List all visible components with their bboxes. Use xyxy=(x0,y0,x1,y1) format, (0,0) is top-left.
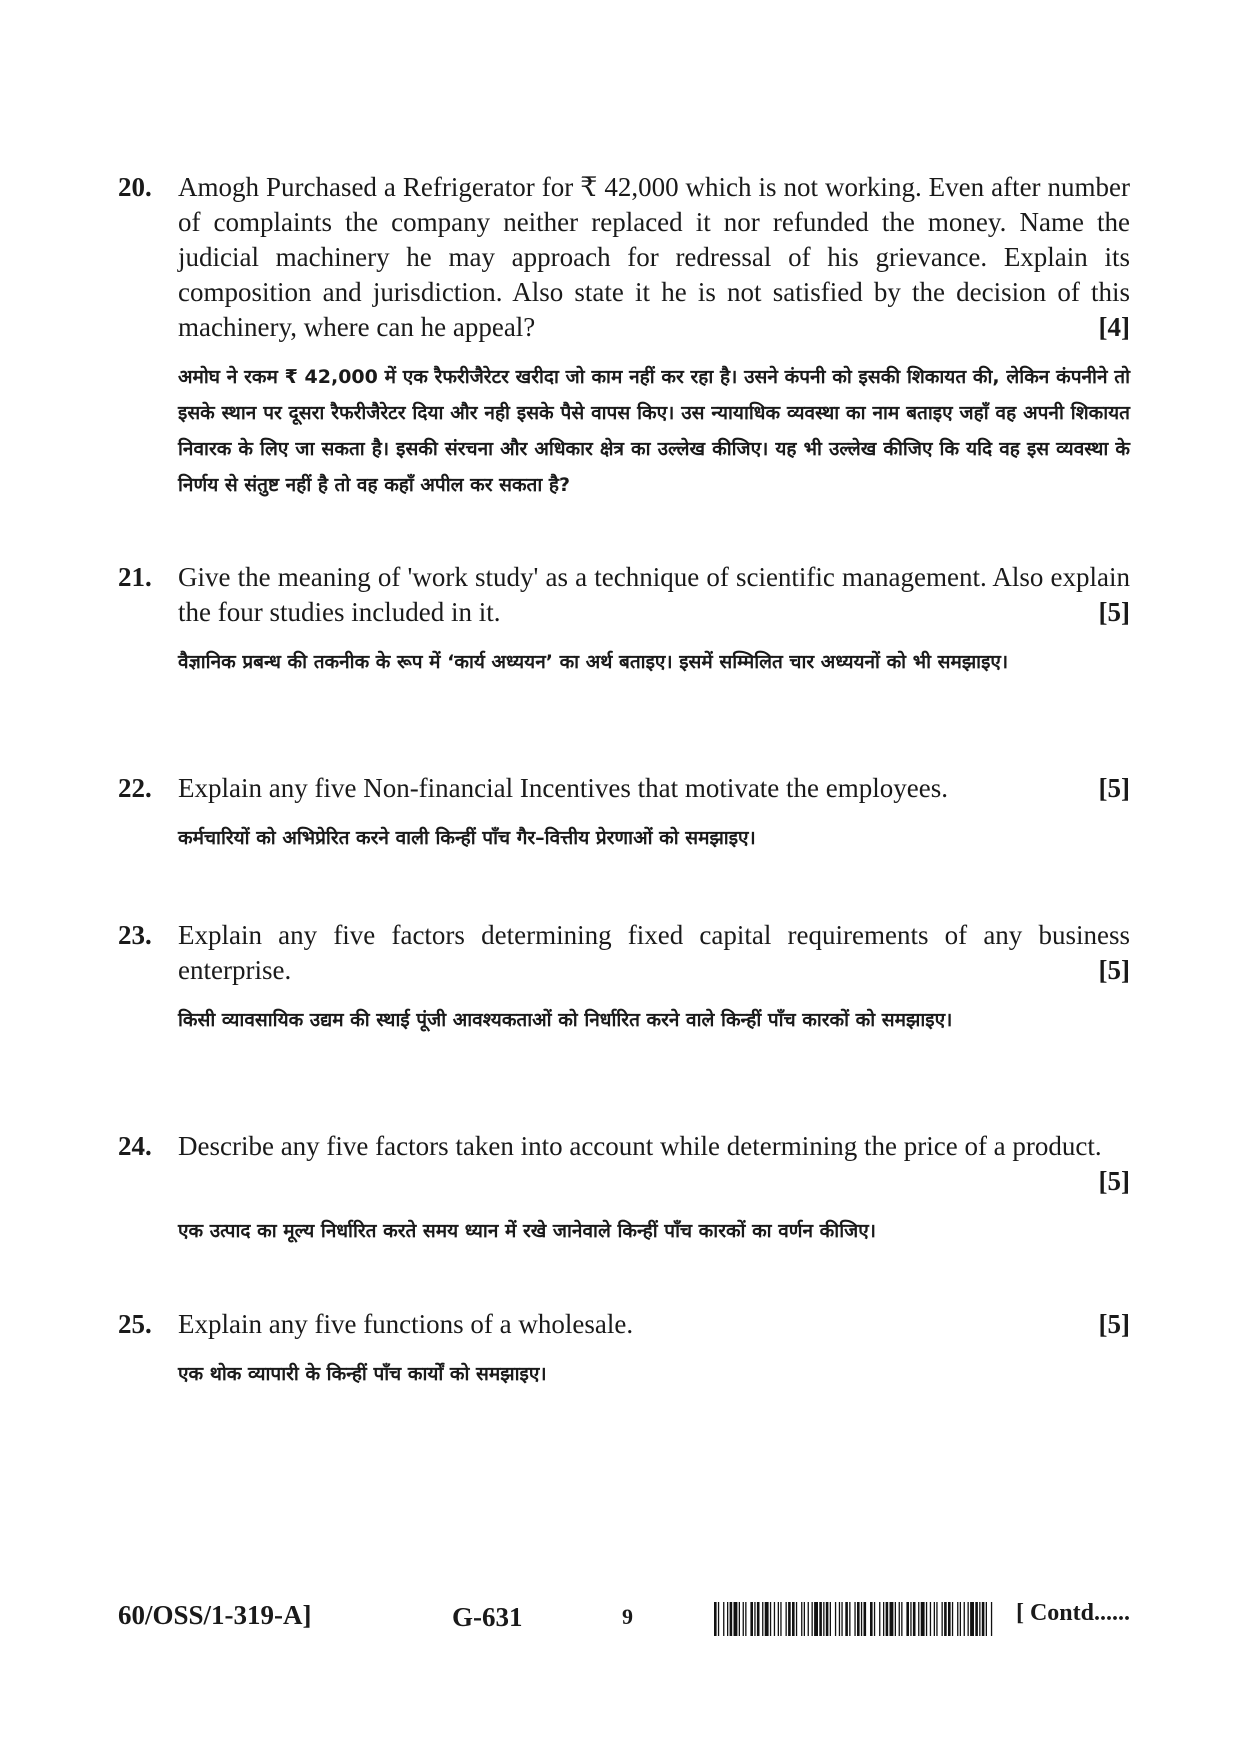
barcode-bar xyxy=(757,1602,760,1636)
question-20 xyxy=(118,170,1130,503)
barcode-bar xyxy=(778,1602,779,1636)
barcode-bar xyxy=(874,1602,875,1636)
barcode-bar xyxy=(934,1602,935,1636)
barcode-bar xyxy=(895,1602,896,1636)
barcode-bar xyxy=(743,1602,744,1636)
barcode-bar xyxy=(861,1602,862,1636)
barcode-bar xyxy=(801,1602,802,1636)
barcode-bar xyxy=(786,1602,787,1636)
barcode-bar xyxy=(845,1602,848,1636)
question-english: Explain any five functions of a wholesale. xyxy=(178,1309,634,1339)
barcode-bar xyxy=(960,1602,961,1636)
barcode-bar xyxy=(906,1602,909,1636)
barcode-bar xyxy=(926,1602,927,1636)
barcode-bar xyxy=(804,1602,805,1636)
series-code: G-631 xyxy=(452,1602,523,1632)
question-english: Give the meaning of 'work study' as a technique of scientific management. Also explain the four studies included in it. xyxy=(178,562,1130,627)
barcode-bar xyxy=(886,1602,889,1636)
paper-code: 60/OSS/1-319-A] xyxy=(118,1600,312,1630)
barcode-bar xyxy=(883,1602,884,1636)
barcode-bar xyxy=(964,1602,965,1636)
barcode-bar xyxy=(780,1602,781,1636)
barcode-bar xyxy=(968,1602,969,1636)
question-22 xyxy=(118,771,1130,856)
question-marks: [5] xyxy=(1098,773,1130,803)
question-english: Explain any five Non-financial Incentives that motivate the employees. xyxy=(178,773,948,803)
barcode xyxy=(714,1602,994,1636)
question-text-hindi: किसी व्यावसायिक उद्यम की स्थाई पूंजी आवश्यकताओं को निर्धारित करने वाले किन्हीं पाँच कारकों को समझाइए। xyxy=(178,1009,953,1031)
barcode-bar xyxy=(864,1602,867,1636)
question-marks: [5] xyxy=(1098,1166,1130,1196)
page-number: 9 xyxy=(622,1604,633,1629)
barcode-bar xyxy=(948,1602,951,1636)
barcode-bar xyxy=(890,1602,894,1636)
barcode-bar xyxy=(913,1602,916,1636)
barcode-bar xyxy=(723,1602,724,1636)
barcode-bar xyxy=(982,1602,985,1636)
barcode-bar xyxy=(788,1602,791,1636)
barcode-bar xyxy=(944,1602,947,1636)
barcode-bar xyxy=(910,1602,911,1636)
question-text-english xyxy=(178,560,1130,630)
question-number: 20. xyxy=(118,172,152,202)
barcode-bar xyxy=(901,1602,902,1636)
barcode-bar xyxy=(819,1602,822,1636)
question-marks: [5] xyxy=(1098,597,1130,627)
barcode-bar xyxy=(814,1602,818,1636)
barcode-bar xyxy=(854,1602,855,1636)
barcode-bar xyxy=(754,1602,755,1636)
question-english: Explain any five factors determining fixed capital requirements of any business enterprise. xyxy=(178,920,1130,985)
barcode-bar xyxy=(750,1602,753,1636)
question-text-hindi: अमोघ ने रकम ₹ 42,000 में एक रैफरीजैरेटर खरीदा जो काम नहीं कर रहा है। उसने कंपनी को इसकी शिकायत की, लेकिन कंपनीने तो इसके स्थान पर दूसरा रैफरीजैरेटर दिया और नही इसके पैसे वापस किए। उस न्यायाधिक व्यवस्था का नाम बताइए जहाँ वह अपनी शिकायत निवारक के लिए जा सकता है। इसकी संरचना और अधिकार क्षेत्र का उल्लेख कीजिए। यह भी उल्लेख कीजिए कि यदि वह इस व्यवस्था के निर्णय से संतुष्ट नहीं है तो वह कहाँ अपील कर सकता है? xyxy=(178,366,1130,496)
question-text-english xyxy=(178,771,1130,806)
barcode-bar xyxy=(986,1602,987,1636)
barcode-bar xyxy=(770,1602,771,1636)
barcode-bar xyxy=(823,1602,824,1636)
question-marks: [4] xyxy=(1098,312,1130,342)
barcode-bar xyxy=(839,1602,840,1636)
barcode-bar xyxy=(979,1602,980,1636)
question-number: 22. xyxy=(118,773,152,803)
barcode-bar xyxy=(727,1602,728,1636)
barcode-bar xyxy=(835,1602,836,1636)
barcode-bar xyxy=(970,1602,974,1636)
barcode-bar xyxy=(936,1602,937,1636)
barcode-bar xyxy=(849,1602,850,1636)
question-text-hindi: एक उत्पाद का मूल्य निर्धारित करते समय ध्यान में रखे जानेवाले किन्हीं पाँच कारकों का वर्णन कीजिए। xyxy=(178,1220,876,1242)
barcode-bar xyxy=(930,1602,931,1636)
question-text-english xyxy=(178,170,1130,345)
barcode-bar xyxy=(870,1602,873,1636)
question-english: Amogh Purchased a Refrigerator for ₹ 42,000 which is not working. Even after number of complaints the company neither replaced it nor refunded the money. Name the judicial machinery he may approach for redressal of his grievance. Explain its composition and jurisdiction. Also state it he is not satisfied by the decision of this machinery, where can he appeal? xyxy=(178,172,1130,342)
question-text-hindi: कर्मचारियों को अभिप्रेरित करने वाली किन्हीं पाँच गैर–वित्तीय प्रेरणाओं को समझाइए। xyxy=(178,827,756,849)
barcode-bar xyxy=(879,1602,880,1636)
question-23 xyxy=(118,918,1130,1038)
barcode-bar xyxy=(830,1602,831,1636)
barcode-bar xyxy=(826,1602,829,1636)
barcode-bar xyxy=(765,1602,769,1636)
barcode-bar xyxy=(739,1602,740,1636)
barcode-bar xyxy=(921,1602,925,1636)
question-marks: [5] xyxy=(1098,955,1130,985)
question-number: 24. xyxy=(118,1131,152,1161)
barcode-bar xyxy=(812,1602,813,1636)
page-footer xyxy=(118,1600,1130,1640)
question-number: 21. xyxy=(118,562,152,592)
barcode-bar xyxy=(762,1602,763,1636)
question-text-english xyxy=(178,1129,1130,1164)
question-number: 23. xyxy=(118,920,152,950)
barcode-bar xyxy=(808,1602,809,1636)
barcode-bar xyxy=(918,1602,919,1636)
barcode-bar xyxy=(714,1602,717,1636)
barcode-bar xyxy=(745,1602,746,1636)
question-text-english xyxy=(178,918,1130,988)
barcode-bar xyxy=(991,1602,992,1636)
barcode-bar xyxy=(796,1602,797,1636)
question-text-hindi: वैज्ञानिक प्रबन्ध की तकनीक के रूप में ‘कार्य अध्ययन’ का अर्थ बताइए। इसमें सम्मिलित चार अध्ययनों को भी समझाइए। xyxy=(178,651,1009,673)
barcode-bar xyxy=(857,1602,860,1636)
question-24 xyxy=(118,1129,1130,1249)
continued-label: [ Contd...... xyxy=(1015,1600,1130,1626)
barcode-bar xyxy=(734,1602,738,1636)
question-text-english xyxy=(178,1307,1130,1342)
barcode-bar xyxy=(942,1602,943,1636)
question-english: Describe any five factors taken into account while determining the price of a product. xyxy=(178,1131,1102,1161)
question-21 xyxy=(118,560,1130,680)
barcode-bar xyxy=(718,1602,719,1636)
question-number: 25. xyxy=(118,1309,152,1339)
barcode-bar xyxy=(730,1602,733,1636)
barcode-bar xyxy=(792,1602,795,1636)
barcode-bar xyxy=(899,1602,900,1636)
barcode-bar xyxy=(975,1602,978,1636)
question-25 xyxy=(118,1307,1130,1392)
barcode-bar xyxy=(774,1602,775,1636)
question-text-hindi: एक थोक व्यापारी के किन्हीं पाँच कार्यों को समझाइए। xyxy=(178,1363,547,1385)
question-marks: [5] xyxy=(1098,1309,1130,1339)
barcode-bar xyxy=(841,1602,842,1636)
barcode-bar xyxy=(952,1602,953,1636)
barcode-bar xyxy=(957,1602,958,1636)
